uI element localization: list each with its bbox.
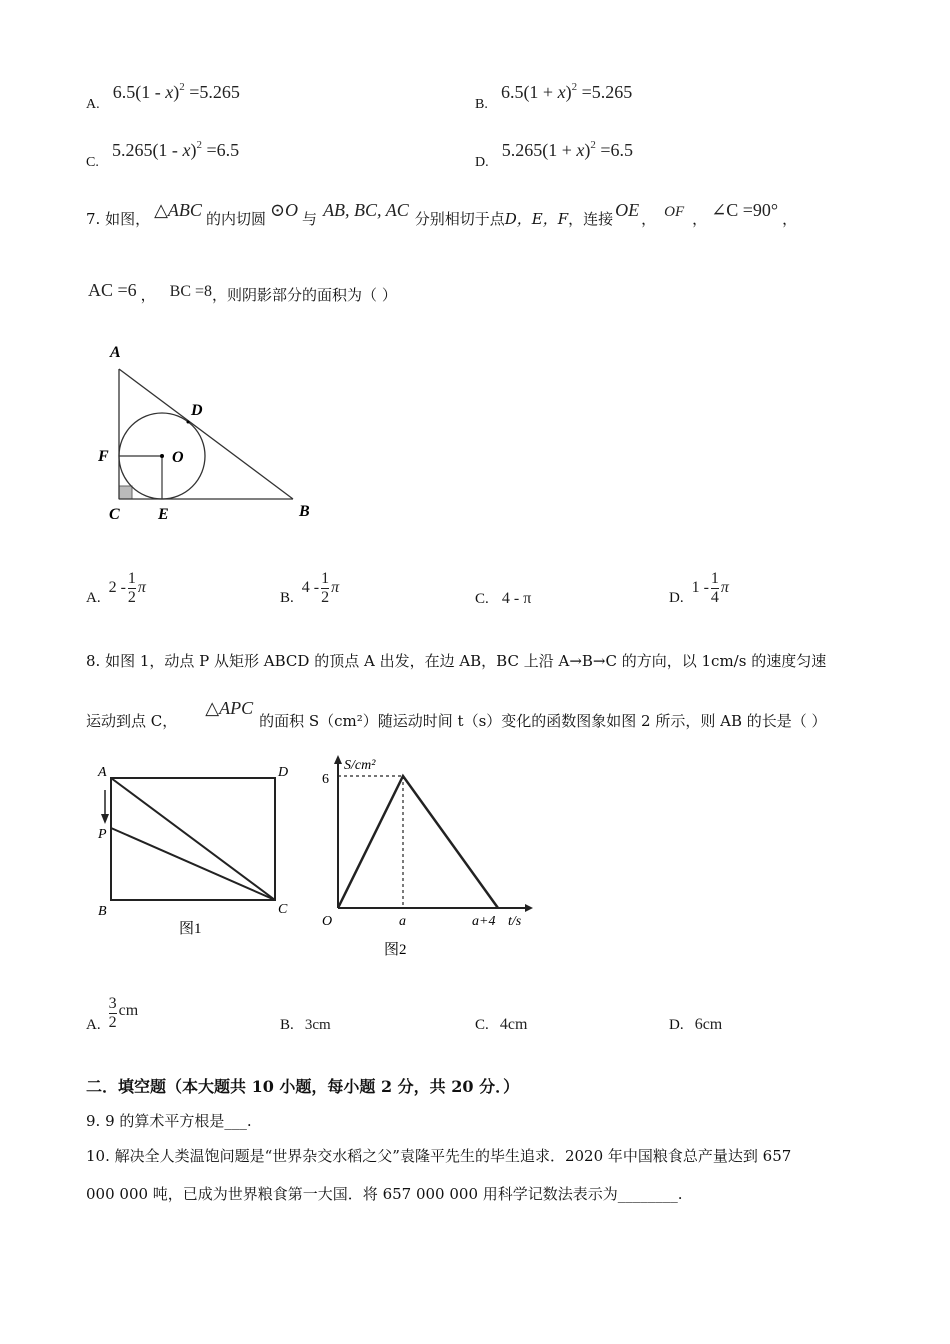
q7-stem-line1: 7. 如图， △ABC 的内切圆 ⊙O 与 AB, BC, AC 分别相切于点D，E，F，连接 OE ， OF ， ∠C =90° ， bbox=[86, 200, 798, 228]
q8-stem-line1: 8. 如图 1，动点 P 从矩形 ABCD 的顶点 A 出发，在边 AB，BC 上沿 A→B→C 的方向，以 1cm/s 的速度匀速 bbox=[86, 652, 827, 670]
q6-option-b: B. $6.5(1 + x)^2 =5.265$ bbox=[475, 81, 633, 112]
section-heading: 二．填空题（本大题共 10 小题，每小题 2 分，共 20 分．） bbox=[86, 1077, 520, 1096]
label-d: D bbox=[278, 765, 289, 780]
label-a: A bbox=[98, 765, 107, 780]
q8-figure-1 bbox=[92, 758, 302, 943]
q10-line2: 000 000 吨，已成为世界粮食第一大国．将 657 000 000 用科学记数法表示为________. bbox=[86, 1185, 683, 1203]
x-axis-label: t/s bbox=[508, 914, 522, 929]
q8-option-a: A. $\frac{3}{2}$ cm bbox=[86, 994, 139, 1033]
q6-option-a: A. 6.5(1 - x)$^2$ =5.265 bbox=[86, 81, 240, 112]
q9-text: 9. 9 的算术平方根是___. bbox=[86, 1112, 252, 1130]
label-c: C bbox=[278, 902, 288, 917]
y-tick-6: 6 bbox=[322, 772, 329, 787]
label-p: P bbox=[98, 827, 107, 842]
figure-caption: 图1 bbox=[179, 921, 202, 937]
q7-option-d: D. 1 - $\frac{1}{4}$ π bbox=[669, 569, 729, 606]
q8-figure-2 bbox=[310, 750, 550, 965]
option-label: D. bbox=[475, 155, 489, 170]
q7-stem-line2: AC =6 ， BC =8，则阴影部分的面积为（ ） bbox=[88, 280, 397, 304]
q7-option-a: A. 2 - $\frac{1}{2}$ π bbox=[86, 569, 146, 606]
q7-option-c: C. 4 - π bbox=[475, 590, 532, 607]
q8-option-c: C. 4cm bbox=[475, 1016, 528, 1033]
q7-figure bbox=[90, 335, 330, 530]
point-o bbox=[160, 454, 164, 458]
label-c: C bbox=[109, 506, 120, 523]
x-tick-a4: a+4 bbox=[472, 914, 496, 929]
option-label: C. bbox=[86, 155, 99, 170]
x-axis-arrow bbox=[525, 904, 533, 912]
q8-option-d: D. 6cm bbox=[669, 1016, 723, 1033]
label-o: O bbox=[172, 449, 184, 466]
point-d bbox=[187, 421, 190, 424]
label-e: E bbox=[158, 506, 169, 523]
q6-option-d: D. $5.265(1 + x)^2 =6.5$ bbox=[475, 139, 634, 170]
label-d: D bbox=[191, 402, 203, 419]
option-label: A. bbox=[86, 97, 100, 112]
graph-line bbox=[338, 776, 498, 908]
arrow-head bbox=[101, 814, 109, 824]
x-tick-a: a bbox=[399, 914, 406, 929]
label-a: A bbox=[110, 344, 121, 361]
q6-option-c: C. 5.265(1 - x)$^2$ =6.5 bbox=[86, 139, 240, 170]
label-b: B bbox=[98, 904, 107, 919]
y-axis-arrow bbox=[334, 755, 342, 764]
figure-caption: 图2 bbox=[384, 942, 407, 958]
q8-option-b: B. 3cm bbox=[280, 1017, 331, 1033]
y-axis-label: S/cm² bbox=[344, 758, 376, 773]
origin-label: O bbox=[322, 914, 333, 929]
q8-stem-line2: 运动到点 C，△APC的面积 S（cm²）随运动时间 t（s）变化的函数图象如图 2 所示，则 AB 的长是（ ） bbox=[86, 698, 827, 730]
q7-option-b: B. 4 - $\frac{1}{2}$ π bbox=[280, 569, 340, 606]
option-label: B. bbox=[475, 97, 488, 112]
shaded-square bbox=[119, 486, 132, 499]
label-b: B bbox=[299, 503, 310, 520]
label-f: F bbox=[98, 448, 109, 465]
q10-line1: 10. 解决全人类温饱问题是“世界杂交水稻之父”袁隆平先生的毕生追求．2020 年中国粮食总产量达到 657 bbox=[86, 1147, 792, 1165]
side-ab bbox=[119, 369, 293, 499]
